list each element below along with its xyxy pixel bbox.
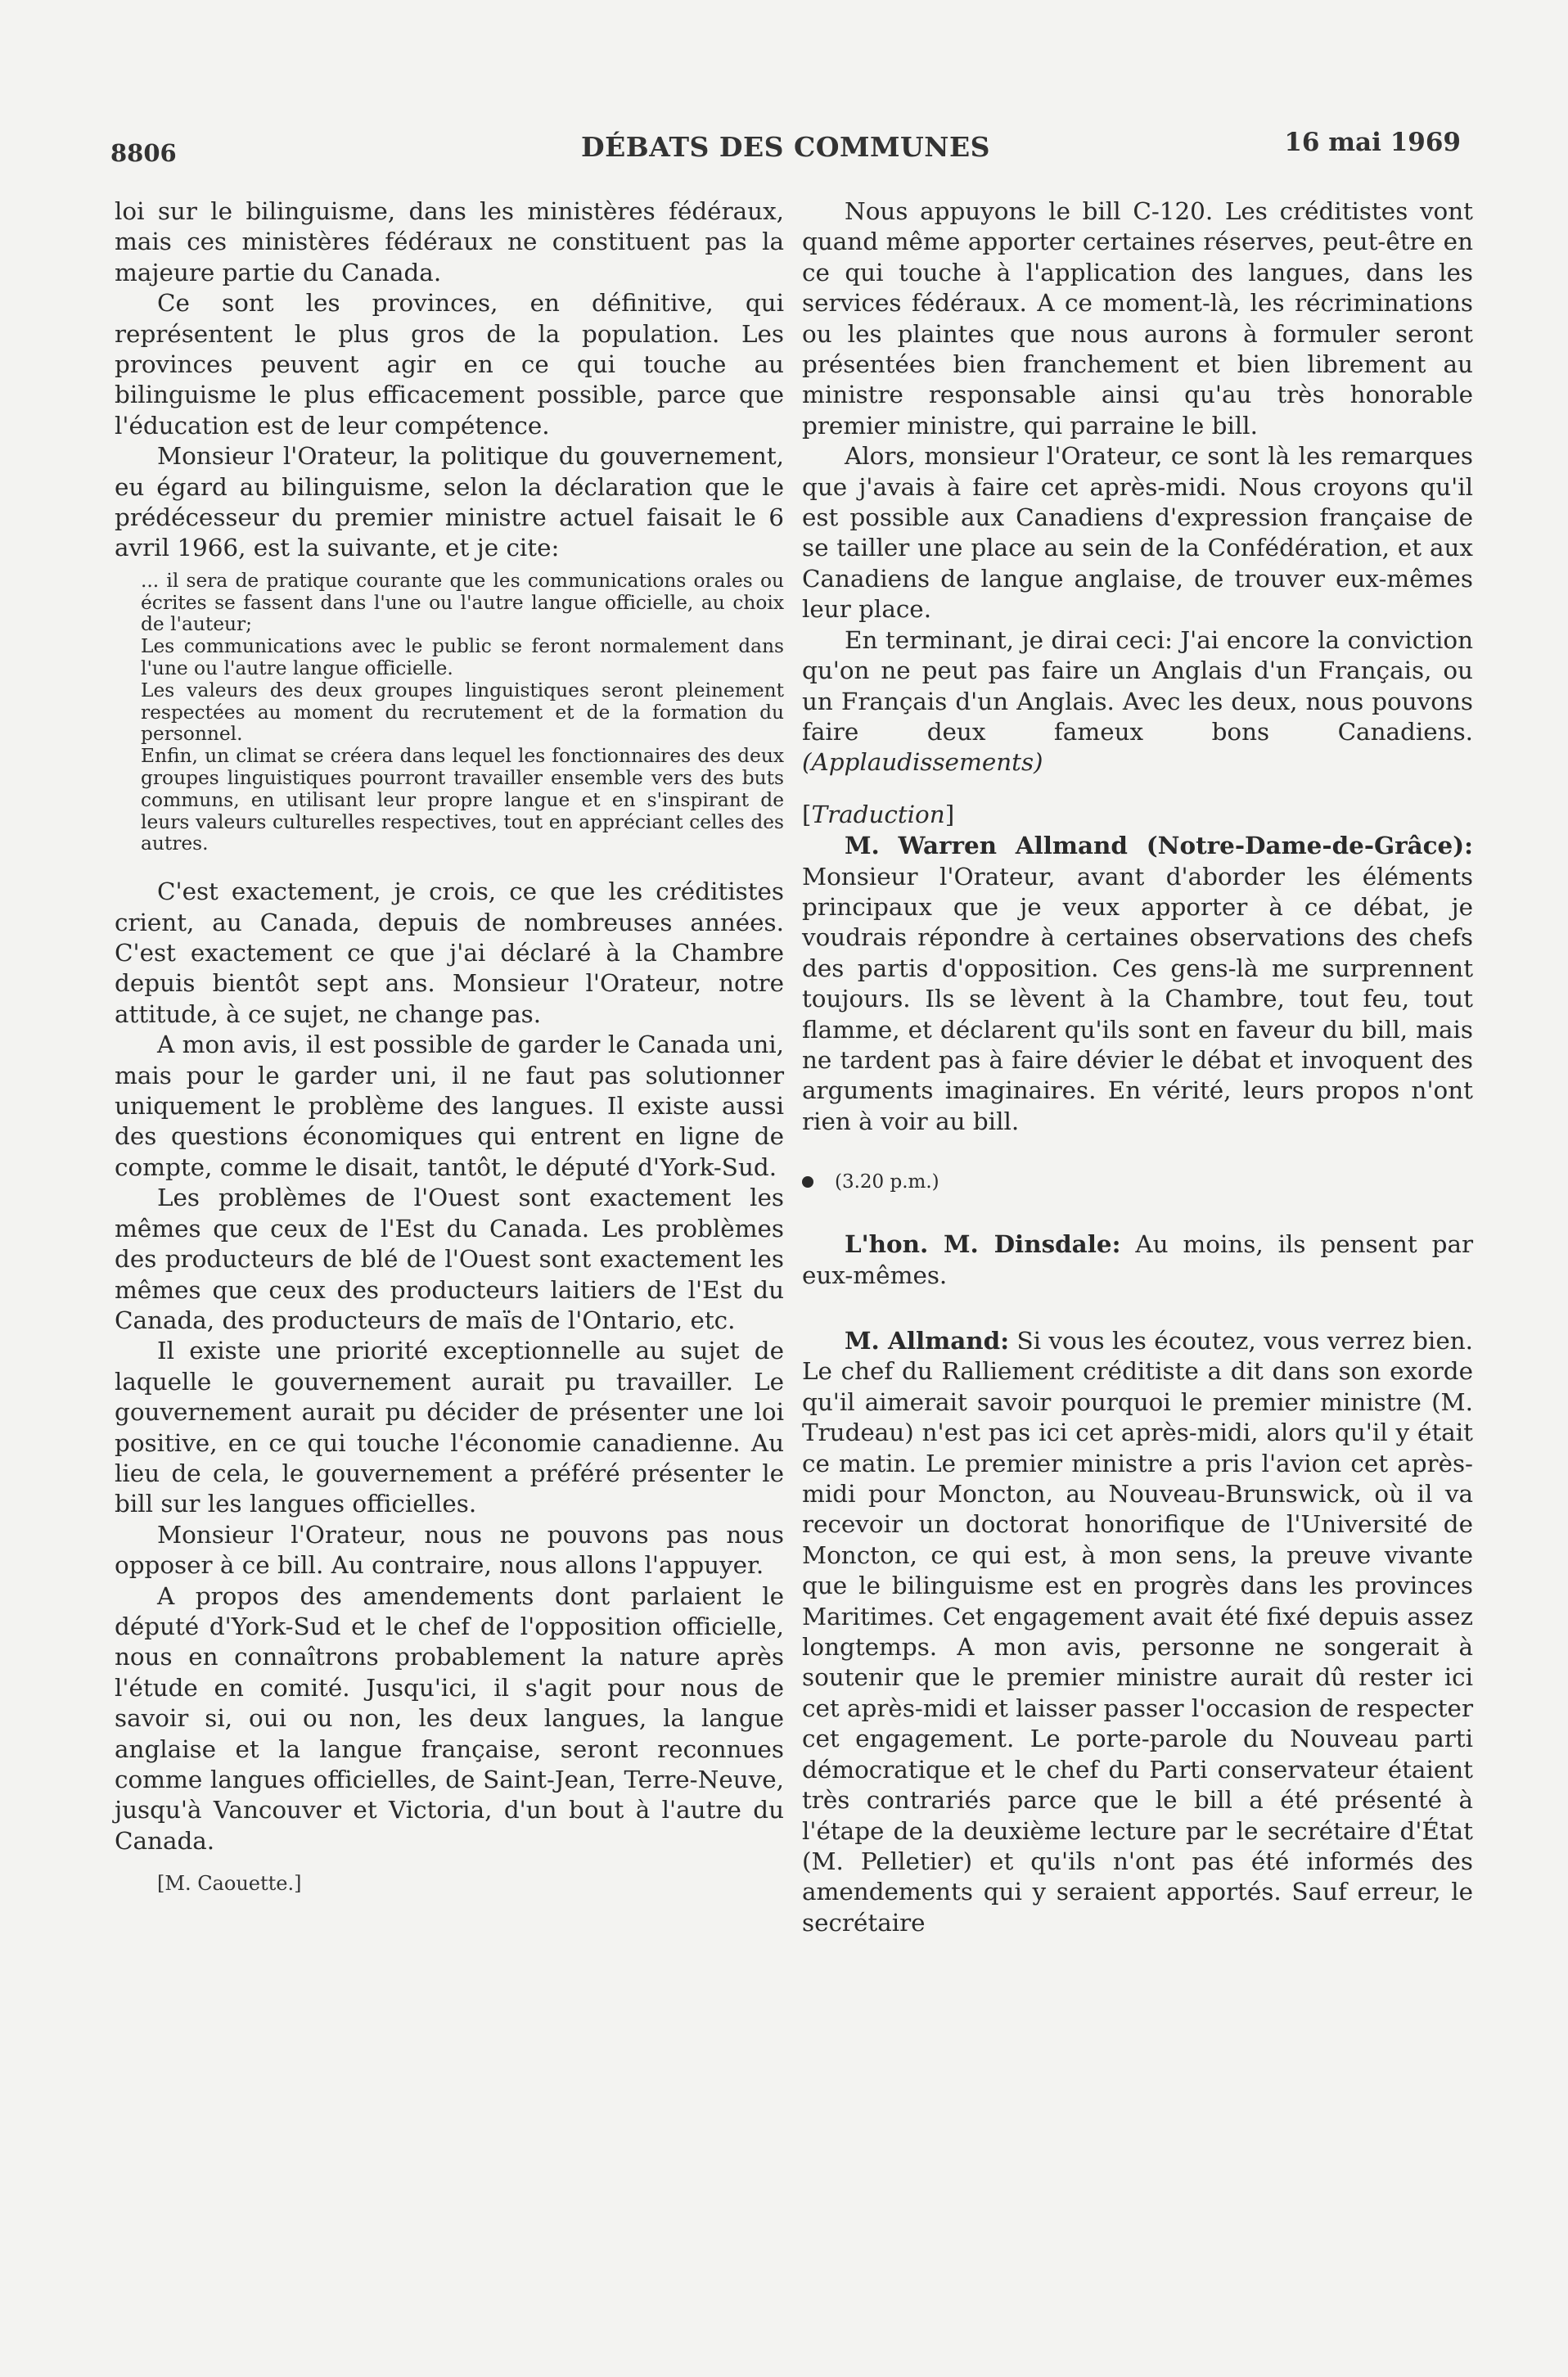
page-header — [110, 124, 1461, 165]
paragraph: Alors, monsieur l'Orateur, ce sont là les remarques que j'avais à faire cet après-midi. Nous croyons qu'il est possible aux Canadiens d'expression française de se tailler une place au sein de la Confédération, et aux Canadiens de langue anglaise, de trouver eux-mêmes leur place. — [802, 442, 1473, 624]
paragraph: Monsieur l'Orateur, nous ne pouvons pas nous opposer à ce bill. Au contraire, nous allons l'appuyer. — [115, 1520, 784, 1580]
paragraph: Les problèmes de l'Ouest sont exactement les mêmes que ceux de l'Est du Canada. Les problèmes des producteurs de blé de l'Ouest sont exactement les mêmes que ceux des producteurs laitiers de l'Est du Canada, des producteurs de maïs de l'Ontario, etc. — [115, 1184, 784, 1334]
speech-paragraph — [802, 830, 1473, 1137]
paragraph: Ce sont les provinces, en définitive, qui représentent le plus gros de la population. Les provinces peuvent agir en ce qui touche au bilinguisme le plus efficacement possible, parce que l'éducation est de leur compétence. — [115, 289, 784, 440]
right-column — [802, 196, 1473, 1938]
applause-note: (Applaudissements) — [802, 748, 1043, 777]
speech-paragraph — [802, 1325, 1473, 1938]
quote-paragraph: Les communications avec le public se feront normalement dans l'une ou l'autre langue officielle. — [141, 635, 784, 680]
page-date: 16 mai 1969 — [1284, 128, 1461, 157]
block-quote — [141, 571, 784, 855]
speaker-name: M. Allmand: — [845, 1326, 1010, 1355]
paragraph: Nous appuyons le bill C-120. Les créditistes vont quand même apporter certaines réserves, peut-être en ce qui touche à l'application des langues, dans les services fédéraux. A ce moment-là, les récriminations ou les plaintes que nous aurons à formuler seront présentées bien franchement et bien librement au ministre responsable ainsi qu'au très honorable premier ministre, qui parraine le bill. — [802, 197, 1473, 440]
quote-paragraph: Les valeurs des deux groupes linguistiques seront pleinement respectées au moment du recrutement et de la formation du personnel. — [141, 679, 784, 746]
left-column — [115, 196, 784, 1896]
speech-text: Monsieur l'Orateur, avant d'aborder les éléments principaux que je veux apporter à ce débat, je voudrais répondre à certaines observations des chefs des partis d'opposition. Ces gens-là me surprennent toujours. Ils se lèvent à la Chambre, tout feu, tout flamme, et déclarent qu'ils sont en faveur du bill, mais ne tardent pas à faire dévier le débat et invoquent des arguments imaginaires. En vérité, leurs propos n'ont rien à voir au bill. — [802, 862, 1473, 1135]
speaker-name: L'hon. M. Dinsdale: — [845, 1229, 1121, 1259]
quote-paragraph: Enfin, un climat se créera dans lequel les fonctionnaires des deux groupes linguistiques pourront travailler ensemble vers des buts communs, en utilisant leur propre langue et en s'inspirant de leurs valeurs culturelles respectives, tout en appréciant celles des autres. — [141, 745, 784, 855]
quote-paragraph: ... il sera de pratique courante que les communications orales ou écrites se fassent dans l'une ou l'autre langue officielle, au choix de l'auteur; — [141, 569, 784, 636]
paragraph — [802, 625, 1473, 778]
paragraph: Il existe une priorité exceptionnelle au sujet de laquelle le gouvernement aurait pu travailler. Le gouvernement aurait pu décider de présenter une loi positive, en ce qui touche l'économie canadienne. Au lieu de cela, le gouvernement a préféré présenter le bill sur les langues officielles. — [115, 1337, 784, 1518]
speech-text: Si vous les écoutez, vous verrez bien. Le chef du Ralliement créditiste a dit dans son exorde qu'il aimerait savoir pourquoi le premier ministre (M. Trudeau) n'est pas ici cet après-midi, alors qu'il y était ce matin. Le premier ministre a pris l'avion cet après-midi pour Moncton, au Nouveau-Brunswick, où il va recevoir un doctorat honorifique de l'Université de Moncton, ce qui est, à mon sens, la preuve vivante que le bilinguisme est en progrès dans les provinces Maritimes. Cet engagement avait été fixé depuis assez longtemps. A mon avis, personne ne songerait à soutenir que le premier ministre aurait dû rester ici cet après-midi et laisser passer l'occasion de respecter cet engagement. Le porte-parole du Nouveau parti démocratique et le chef du Parti conservateur étaient très contrariés parce que le bill a été présenté à l'étape de la deuxième lecture par le secrétaire d'État (M. Pelletier) et qu'ils n'ont pas été informés des amendements qui y seraient apportés. Sauf erreur, le secrétaire — [802, 1327, 1474, 1937]
paragraph: loi sur le bilinguisme, dans les ministères fédéraux, mais ces ministères fédéraux ne constituent pas la majeure partie du Canada. — [115, 197, 784, 286]
bullet-icon — [802, 1176, 813, 1188]
speech-paragraph — [802, 1229, 1473, 1291]
paragraph: A mon avis, il est possible de garder le Canada uni, mais pour le garder uni, il ne faut pas solutionner uniquement le problème des langues. Il existe aussi des questions économiques qui entrent en ligne de compte, comme le disait, tantôt, le député d'York-Sud. — [115, 1031, 784, 1181]
page-number: 8806 — [110, 139, 177, 167]
time-marker — [802, 1170, 1473, 1194]
paragraph: Monsieur l'Orateur, la politique du gouvernement, eu égard au bilinguisme, selon la déclaration que le prédécesseur du premier ministre actuel faisait le 6 avril 1966, est la suivante, et je cite: — [115, 442, 784, 562]
bracket-close: ] — [944, 800, 955, 828]
bracket-open: [ — [802, 800, 812, 828]
publication-title: DÉBATS DES COMMUNES — [581, 131, 990, 163]
translation-label: Traduction — [811, 800, 945, 828]
speaker-name: M. Warren Allmand (Notre-Dame-de-Grâce): — [845, 831, 1473, 860]
paragraph-text: En terminant, je dirai ceci: J'ai encore la conviction qu'on ne peut pas faire un Anglais d'un Français, ou un Français d'un Anglais. Avec les deux, nous pouvons faire deux fameux bons Canadiens. — [802, 625, 1473, 746]
speaker-attribution: [M. Caouette.] — [157, 1872, 302, 1896]
paragraph: C'est exactement, je crois, ce que les créditistes crient, au Canada, depuis de nombreuses années. C'est exactement ce que j'ai déclaré à la Chambre depuis bientôt sept ans. Monsieur l'Orateur, notre attitude, à ce sujet, ne change pas. — [115, 877, 784, 1028]
time-text: (3.20 p.m.) — [835, 1171, 939, 1193]
speech-text: Au moins, ils pensent par eux-mêmes. — [802, 1230, 1474, 1289]
translation-marker — [802, 800, 1473, 830]
paragraph: A propos des amendements dont parlaient le député d'York-Sud et le chef de l'opposition officielle, nous en connaîtrons probablement la nature après l'étude en comité. Jusqu'ici, il s'agit pour nous de savoir si, oui ou non, les deux langues, la langue anglaise et la langue française, seront reconnues comme langues officielles, de Saint-Jean, Terre-Neuve, jusqu'à Vancouver et Victoria, d'un bout à l'autre du Canada. — [115, 1581, 784, 1855]
